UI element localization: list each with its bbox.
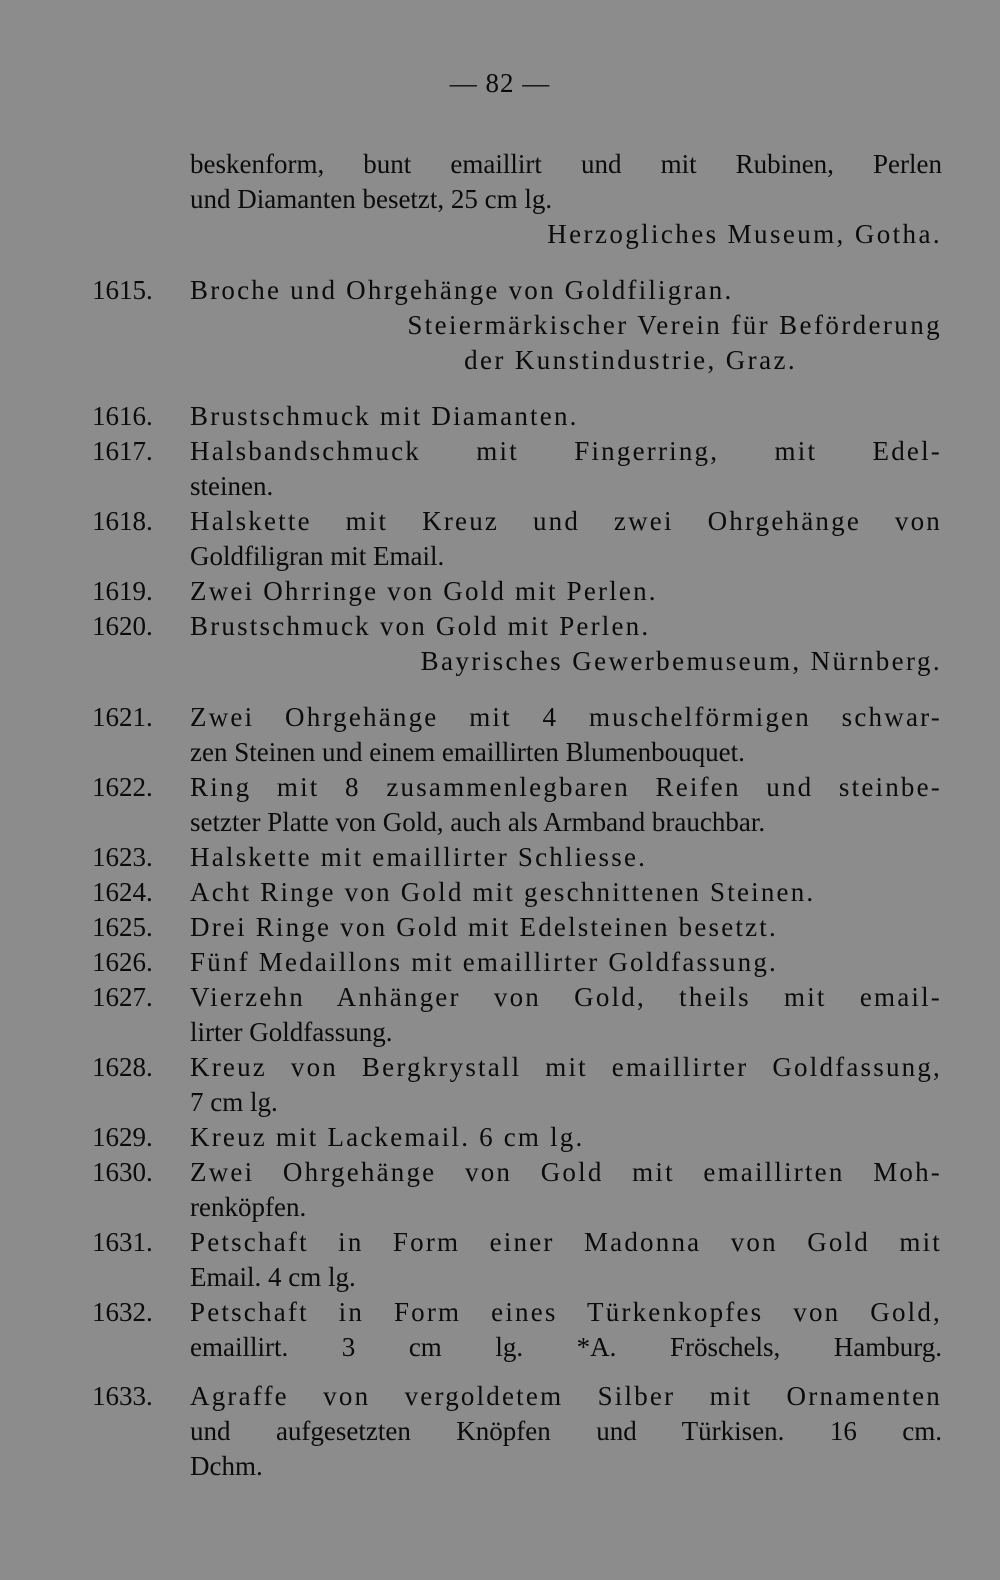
catalog-entry-1626 <box>92 945 942 980</box>
lender-credit: Bayrisches Gewerbemuseum, Nürnberg. <box>420 646 942 676</box>
catalog-body <box>92 147 942 1484</box>
entry-text-line: Halskette mit emaillirter Schliesse. <box>190 842 648 872</box>
catalog-entry-1624 <box>92 875 942 910</box>
entry-number: 1619. <box>92 576 153 606</box>
entry-text-line: Zwei Ohrgehänge von Gold mit emaillirten Moh- <box>190 1157 942 1187</box>
catalog-entry-1615 <box>92 273 942 378</box>
entry-text-line: Halsbandschmuck mit Fingerring, mit Edel- <box>190 436 942 466</box>
entry-number: 1617. <box>92 436 153 466</box>
entry-text-line: Acht Ringe von Gold mit geschnittenen Steinen. <box>190 877 816 907</box>
catalog-entry-1622 <box>92 770 942 840</box>
entry-text-line: Halskette mit Kreuz und zwei Ohrgehänge von <box>190 506 942 536</box>
entry-text-line: emaillirt. 3 cm lg. *A. Fröschels, Hamburg. <box>190 1332 942 1362</box>
lender-credit: Herzogliches Museum, Gotha. <box>547 219 942 249</box>
catalog-entry-1628 <box>92 1050 942 1120</box>
catalog-entry-1620 <box>92 609 942 679</box>
entry-text-line: und aufgesetzten Knöpfen und Türkisen. 16 cm. <box>190 1416 942 1446</box>
entry-text-line: Broche und Ohrgehänge von Goldfiligran. <box>190 275 734 305</box>
entry-text-line: Vierzehn Anhänger von Gold, theils mit email- <box>190 982 942 1012</box>
entry-number: 1629. <box>92 1122 153 1152</box>
entry-number: 1620. <box>92 611 153 641</box>
entry-text-line: Kreuz mit Lackemail. 6 cm lg. <box>190 1122 585 1152</box>
entry-number: 1624. <box>92 877 153 907</box>
entry-number: 1615. <box>92 275 153 305</box>
entry-text-line: Zwei Ohrringe von Gold mit Perlen. <box>190 576 658 606</box>
entry-text-line: steinen. <box>190 471 274 501</box>
entry-text-line: Email. 4 cm lg. <box>190 1262 356 1292</box>
entry-text-line: lirter Goldfassung. <box>190 1017 393 1047</box>
catalog-entry-1618 <box>92 504 942 574</box>
entry-text-line: setzter Platte von Gold, auch als Armband brauchbar. <box>190 807 766 837</box>
catalog-entry-1631 <box>92 1225 942 1295</box>
lender-credit: Steiermärkischer Verein für Beförderung <box>407 310 942 340</box>
entry-text-line: Ring mit 8 zusammenlegbaren Reifen und steinbe- <box>190 772 942 802</box>
entry-text-line: Brustschmuck von Gold mit Perlen. <box>190 611 651 641</box>
entry-text-line: zen Steinen und einem emaillirten Blumenbouquet. <box>190 737 745 767</box>
entry-number: 1627. <box>92 982 153 1012</box>
entry-number: 1626. <box>92 947 153 977</box>
catalog-entry-1616 <box>92 399 942 434</box>
entry-number: 1628. <box>92 1052 153 1082</box>
entry-number: 1618. <box>92 506 153 536</box>
catalog-entry-1621 <box>92 700 942 770</box>
entry-text-line: Petschaft in Form eines Türkenkopfes von Gold, <box>190 1297 942 1327</box>
entry-number: 1616. <box>92 401 153 431</box>
entry-text-line: Agraffe von vergoldetem Silber mit Ornamenten <box>190 1381 942 1411</box>
entry-number: 1632. <box>92 1297 153 1327</box>
catalog-entry-1623 <box>92 840 942 875</box>
catalog-entry-1617 <box>92 434 942 504</box>
entry-text-line: Drei Ringe von Gold mit Edelsteinen besetzt. <box>190 912 778 942</box>
catalog-entry-1629 <box>92 1120 942 1155</box>
entry-text-line: 7 cm lg. <box>190 1087 278 1117</box>
entry-number: 1622. <box>92 772 153 802</box>
lender-credit: der Kunstindustrie, Graz. <box>464 345 797 375</box>
entry-text-line: Goldfiligran mit Email. <box>190 541 445 571</box>
entry-number: 1631. <box>92 1227 153 1257</box>
catalog-entry-1625 <box>92 910 942 945</box>
catalog-entry-1633 <box>92 1379 942 1484</box>
entry-text-line: renköpfen. <box>190 1192 307 1222</box>
catalog-entry-1627 <box>92 980 942 1050</box>
entry-text-line: Brustschmuck mit Diamanten. <box>190 401 579 431</box>
entry-text-line: Dchm. <box>190 1451 263 1481</box>
entry-number: 1633. <box>92 1381 153 1411</box>
entry-text-line: Kreuz von Bergkrystall mit emaillirter Goldfassung, <box>190 1052 942 1082</box>
catalog-entry-1632 <box>92 1295 942 1365</box>
entry-text-line: beskenform, bunt emaillirt und mit Rubinen, Perlen <box>190 149 942 179</box>
entry-text-line: Zwei Ohrgehänge mit 4 muschelförmigen schwar- <box>190 702 942 732</box>
entry-text-line: Petschaft in Form einer Madonna von Gold mit <box>190 1227 942 1257</box>
page-number: — 82 — <box>449 68 551 98</box>
entry-number: 1625. <box>92 912 153 942</box>
entry-number: 1623. <box>92 842 153 872</box>
entry-text-line: und Diamanten besetzt, 25 cm lg. <box>190 184 553 214</box>
entry-number: 1621. <box>92 702 153 732</box>
catalog-entry-continuation <box>92 147 942 252</box>
catalog-entry-1619 <box>92 574 942 609</box>
catalog-entry-1630 <box>92 1155 942 1225</box>
entry-number: 1630. <box>92 1157 153 1187</box>
entry-text-line: Fünf Medaillons mit emaillirter Goldfassung. <box>190 947 778 977</box>
